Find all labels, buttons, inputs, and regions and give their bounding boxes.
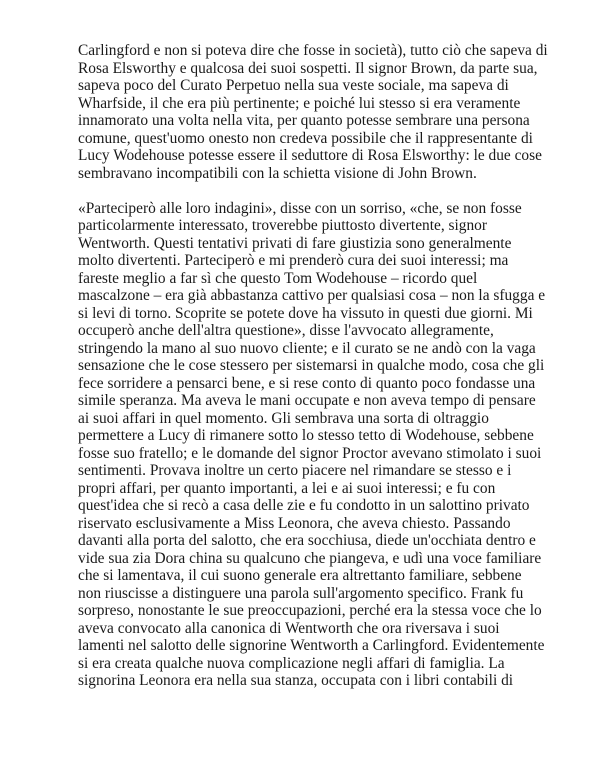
text-line: stringendo la mano al suo nuovo cliente; e il curato se ne andò con la vaga	[78, 339, 536, 357]
text-line: riservato esclusivamente a Miss Leonora, che aveva chiesto. Passando	[78, 514, 511, 532]
text-line: Wharfside, il che era più pertinente; e poiché lui stesso si era veramente	[78, 94, 521, 112]
text-line: mascalzone – era già abbastanza cattivo per qualsiasi cosa – non la sfugga e	[78, 287, 546, 304]
text-line: Carlingford e non si poteva dire che fosse in società), tutto ciò che sapeva di	[78, 42, 548, 59]
text-line: sentimenti. Provava inoltre un certo piacere nel rimandare se stesso e i	[78, 462, 512, 479]
text-line: Lucy Wodehouse potesse essere il seduttore di Rosa Elsworthy: le due cose	[78, 147, 542, 164]
text-line: quest'idea che si recò a casa delle zie e fu condotto in un salottino privato	[78, 497, 530, 514]
text-line: aveva convocato alla canonica di Wentworth che ora riversava i suoi	[78, 619, 500, 637]
text-line: che si lamentava, il cui suono generale era altrettanto familiare, sebbene	[78, 567, 522, 584]
text-line: sembravano incompatibili con la schietta visione di John Brown.	[78, 164, 477, 182]
text-line: simile speranza. Ma aveva le mani occupate e non aveva tempo di pensare	[78, 392, 536, 409]
text-line: lamenti nel salotto delle signorine Wentworth a Carlingford. Evidentemente	[78, 637, 545, 654]
document-page	[78, 42, 548, 690]
text-line: fareste meglio a far sì che questo Tom Wodehouse – ricordo quel	[78, 269, 478, 287]
text-line: fosse suo fratello; e le domande del signor Proctor avevano stimolato i suoi	[78, 444, 542, 462]
text-line: particolarmente interessato, troverebbe piuttosto divertente, signor	[78, 217, 488, 234]
text-line: molto divertenti. Parteciperò e mi prenderò cura dei suoi interessi; ma	[78, 252, 509, 269]
text-line: occuperò anche dell'altra questione», disse l'avvocato allegramente,	[78, 322, 494, 339]
text-line: permettere a Lucy di rimanere sotto lo stesso tetto di Wodehouse, sebbene	[78, 427, 534, 444]
text-line: sapeva poco del Curato Perpetuo nella sua veste sociale, ma sapeva di	[78, 77, 509, 94]
text-line: Wentworth. Questi tentativi privati di fare giustizia sono generalmente	[78, 234, 512, 252]
paragraph-2	[78, 199, 546, 690]
text-line: «Parteciperò alle loro indagini», disse con un sorriso, «che, se non fosse	[78, 199, 522, 217]
text-line: sensazione che le cose stessero per sistemarsi in qualche modo, cosa che gli	[78, 357, 545, 374]
text-line: non riuscisse a distinguere una parola sull'argomento specifico. Frank fu	[78, 584, 524, 602]
text-line: propri affari, per quanto importanti, a lei e ai suoi interessi; e fu con	[78, 479, 496, 497]
text-line: ai suoi affari in quel momento. Gli sembrava una sorta di oltraggio	[78, 409, 489, 427]
text-line: sorpreso, nonostante le sue preoccupazioni, perché era la stessa voce che lo	[78, 602, 542, 619]
text-line: signorina Leonora era nella sua stanza, occupata con i libri contabili di	[78, 672, 514, 689]
paragraph-1	[78, 42, 548, 182]
text-line: fece sorridere a pensarci bene, e si rese conto di quanto poco fondasse una	[78, 374, 536, 392]
text-line: davanti alla porta del salotto, che era socchiusa, diede un'occhiata dentro e	[78, 532, 536, 549]
text-line: si levi di torno. Scoprite se potete dove ha vissuto in questi due giorni. Mi	[78, 304, 533, 322]
text-line: comune, quest'uomo onesto non credeva possibile che il rappresentante di	[78, 129, 533, 147]
text-line: si era creata qualche nuova complicazione negli affari di famiglia. La	[78, 654, 505, 672]
text-line: Rosa Elsworthy e qualcosa dei suoi sospetti. Il signor Brown, da parte sua,	[78, 59, 538, 77]
text-line: vide sua zia Dora china su qualcuno che piangeva, e udì una voce familiare	[78, 549, 542, 567]
text-line: innamorato una volta nella vita, per quanto potesse sembrare una persona	[78, 112, 530, 129]
